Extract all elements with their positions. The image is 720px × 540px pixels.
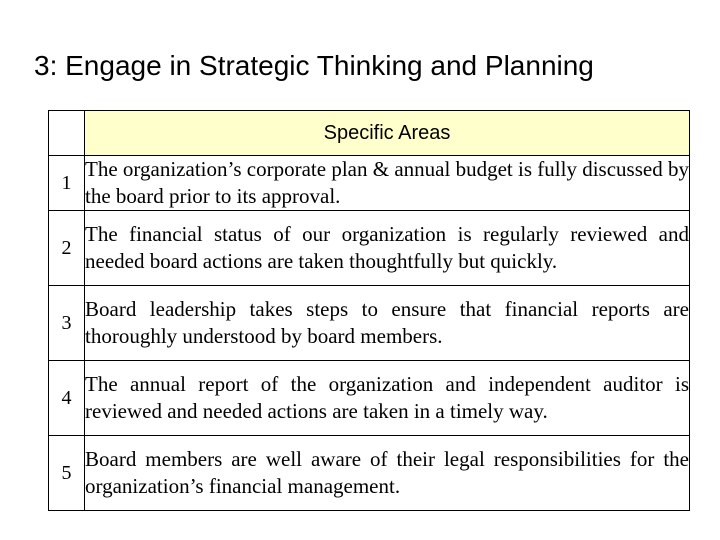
table-row: [49, 156, 690, 211]
row-number: 1: [49, 156, 85, 211]
header-number-cell: [49, 111, 85, 156]
row-number: 3: [49, 286, 85, 361]
row-text: The organization’s corporate plan & annual budget is fully discussed by the board prior to its approval.: [85, 156, 690, 211]
row-number: 2: [49, 211, 85, 286]
row-number: 5: [49, 436, 85, 511]
row-text: The financial status of our organization is regularly reviewed and needed board actions are taken thoughtfully but quickly.: [85, 211, 690, 286]
table-row: [49, 361, 690, 436]
slide-title: 3: Engage in Strategic Thinking and Planning: [34, 50, 594, 81]
row-text: Board members are well aware of their legal responsibilities for the organization’s financial management.: [85, 436, 690, 511]
table-row: [49, 286, 690, 361]
row-text: Board leadership takes steps to ensure that financial reports are thoroughly understood by board members.: [85, 286, 690, 361]
table-row: [49, 436, 690, 511]
header-specific-areas: Specific Areas: [85, 111, 690, 156]
table-header-row: [49, 111, 690, 156]
table-row: [49, 211, 690, 286]
row-number: 4: [49, 361, 85, 436]
specific-areas-table: [48, 110, 690, 511]
row-text: The annual report of the organization and independent auditor is reviewed and needed actions are taken in a timely way.: [85, 361, 690, 436]
